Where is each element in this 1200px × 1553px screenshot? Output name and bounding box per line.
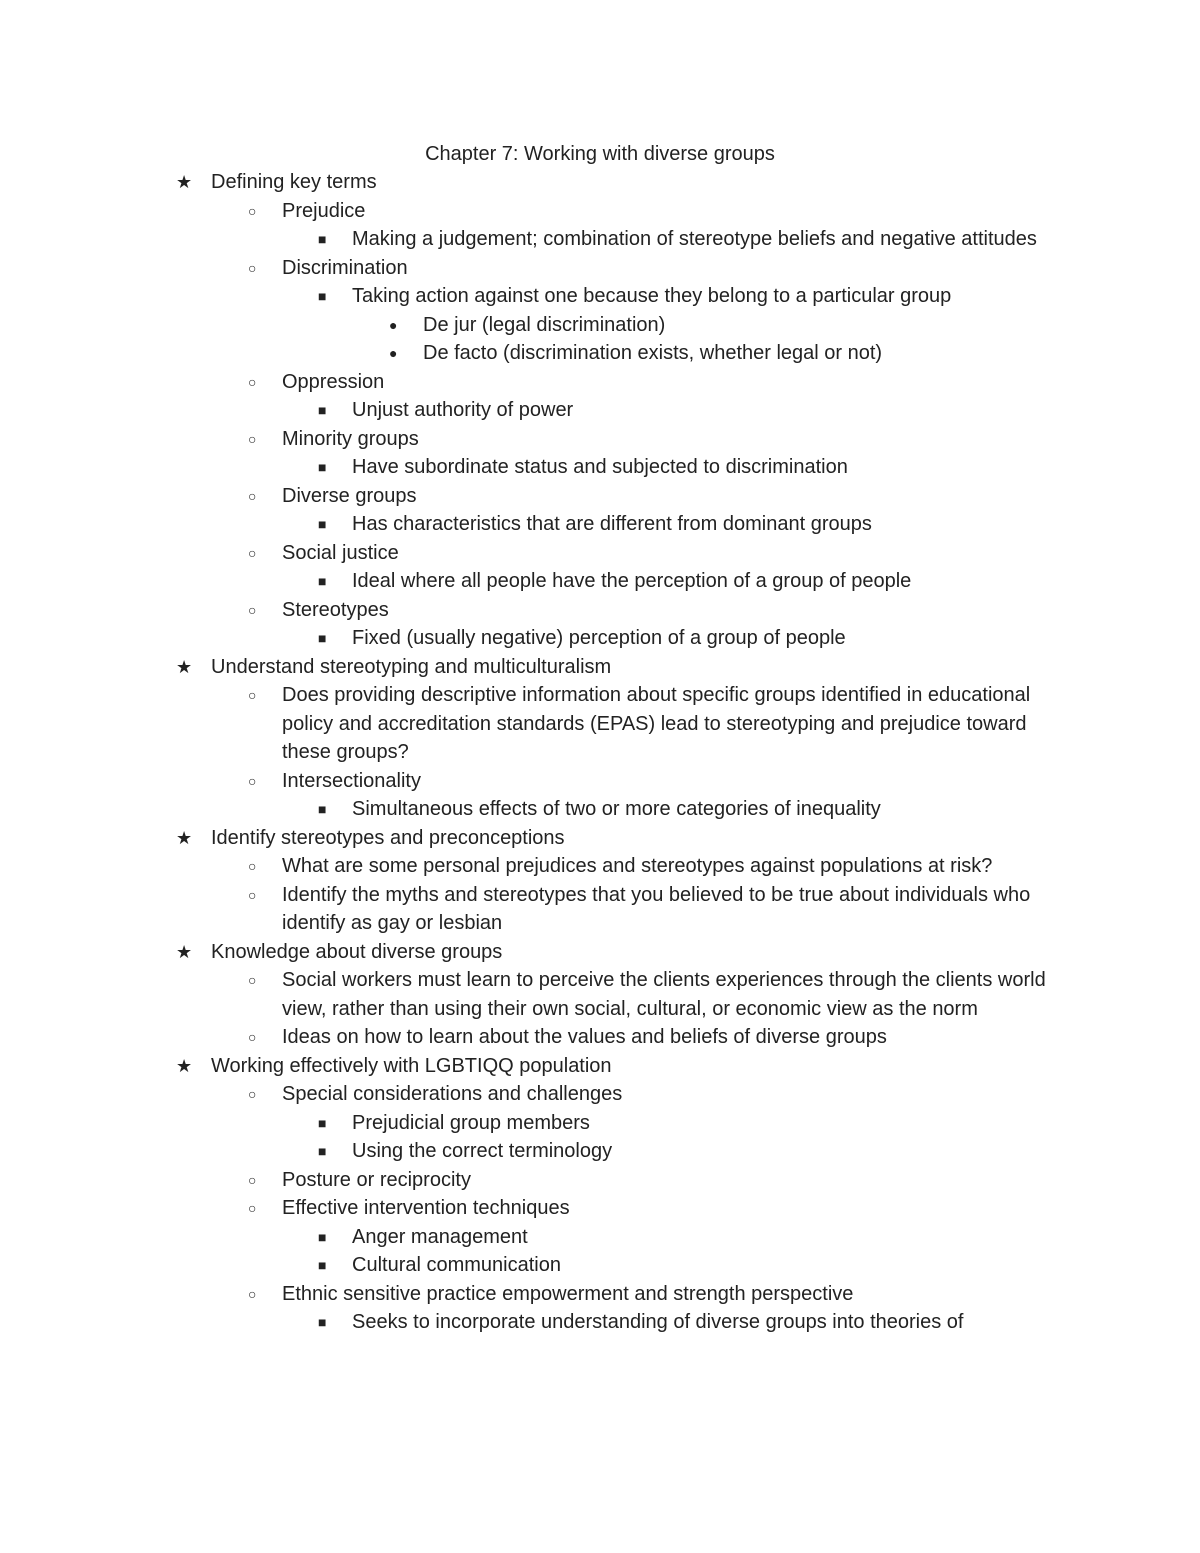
notes-outline [0,168,1200,1337]
outline-item-text: Does providing descriptive information about specific groups identified in educational policy and accreditation standards (EPAS) lead to stereotyping and prejudice toward these groups? [282,684,1031,763]
outline-item-level-3 [0,1223,1060,1252]
outline-item-text: Unjust authority of power [352,399,574,421]
square-bullet-icon: ■ [318,1143,327,1159]
outline-item-level-3 [0,1137,1060,1166]
outline-item-text: Social justice [282,541,399,564]
outline-item-text: Using the correct terminology [352,1140,613,1162]
filled-circle-bullet-icon: ● [389,316,398,333]
outline-item-level-2 [0,596,1060,625]
square-bullet-icon: ■ [318,288,327,304]
outline-item-text: Oppression [282,370,385,393]
outline-item-level-2 [0,1080,1060,1109]
outline-item-level-1 [0,168,1060,197]
hollow-circle-bullet-icon: ○ [248,487,257,504]
outline-item-text: Prejudice [282,199,366,222]
outline-item-text: Posture or reciprocity [282,1168,471,1191]
outline-item-level-1 [0,1052,1060,1081]
hollow-circle-bullet-icon: ○ [248,858,257,874]
hollow-circle-bullet-icon: ○ [248,430,257,447]
outline-item-text: Stereotypes [282,598,389,621]
hollow-circle-bullet-icon: ○ [248,1086,257,1102]
outline-item-text: De jur (legal discrimination) [423,313,666,336]
hollow-circle-bullet-icon: ○ [248,687,257,703]
outline-item-text: Working effectively with LGBTIQQ population [211,1054,612,1077]
outline-item-level-2 [0,1280,1060,1309]
star-bullet-icon: ★ [176,172,193,192]
outline-item-level-2 [0,425,1060,454]
outline-item-text: Cultural communication [352,1254,561,1276]
outline-item-level-3 [0,453,1060,482]
outline-item-text: Diverse groups [282,484,417,507]
outline-item-text: What are some personal prejudices and stereotypes against populations at risk? [282,855,993,877]
outline-item-level-2 [0,767,1060,796]
outline-item-level-2 [0,852,1060,881]
outline-item-level-3 [0,624,1060,653]
outline-item-level-2 [0,1166,1060,1195]
hollow-circle-bullet-icon: ○ [248,1029,257,1045]
hollow-circle-bullet-icon: ○ [248,601,257,618]
star-bullet-icon: ★ [176,827,193,848]
square-bullet-icon: ■ [318,402,327,418]
outline-item-level-3 [0,225,1060,254]
outline-item-level-4 [0,339,1060,368]
outline-item-text: Ideal where all people have the perception of a group of people [352,570,912,592]
hollow-circle-bullet-icon: ○ [248,1200,257,1216]
outline-item-text: Prejudicial group members [352,1111,590,1134]
square-bullet-icon: ■ [318,801,327,817]
outline-item-text: Social workers must learn to perceive the clients experiences through the clients world view, rather than using their own social, cultural, or economic view as the norm [282,969,1046,1020]
outline-item-level-2 [0,254,1060,283]
outline-item-text: Effective intervention techniques [282,1197,570,1219]
outline-item-text: Intersectionality [282,769,421,792]
outline-item-level-3 [0,282,1060,311]
outline-item-text: Simultaneous effects of two or more categories of inequality [352,798,881,820]
square-bullet-icon: ■ [318,1114,327,1131]
outline-item-level-2 [0,197,1060,226]
outline-item-level-3 [0,396,1060,425]
star-bullet-icon: ★ [176,941,193,962]
hollow-circle-bullet-icon: ○ [248,1171,257,1188]
outline-item-text: Ideas on how to learn about the values and beliefs of diverse groups [282,1026,887,1048]
outline-item-level-2 [0,1023,1060,1052]
outline-item-level-4 [0,311,1060,340]
outline-item-text: Fixed (usually negative) perception of a group of people [352,627,846,649]
outline-item-text: Identify the myths and stereotypes that you believed to be true about individuals who identify as gay or lesbian [282,883,1031,934]
outline-item-level-3 [0,510,1060,539]
hollow-circle-bullet-icon: ○ [248,772,257,789]
outline-item-level-1 [0,653,1060,682]
outline-item-text: Knowledge about diverse groups [211,940,503,963]
outline-item-text: Defining key terms [211,171,377,193]
outline-item-level-2 [0,881,1060,938]
outline-item-text: Taking action against one because they belong to a particular group [352,285,952,307]
square-bullet-icon: ■ [318,573,327,589]
hollow-circle-bullet-icon: ○ [248,544,257,561]
square-bullet-icon: ■ [318,1314,327,1330]
filled-circle-bullet-icon: ● [389,345,398,361]
outline-item-level-2 [0,966,1060,1023]
outline-item-level-2 [0,539,1060,568]
star-bullet-icon: ★ [176,656,193,677]
outline-item-level-3 [0,1251,1060,1280]
outline-item-level-3 [0,567,1060,596]
outline-item-level-2 [0,368,1060,397]
hollow-circle-bullet-icon: ○ [248,259,257,276]
star-bullet-icon: ★ [176,1055,193,1076]
square-bullet-icon: ■ [318,630,327,646]
square-bullet-icon: ■ [318,1228,327,1245]
outline-item-text: Anger management [352,1225,528,1248]
outline-item-text: Special considerations and challenges [282,1083,623,1105]
outline-item-level-2 [0,1194,1060,1223]
outline-item-level-3 [0,795,1060,824]
outline-item-level-1 [0,824,1060,853]
square-bullet-icon: ■ [318,516,327,532]
document-title: Chapter 7: Working with diverse groups [425,143,775,165]
outline-item-text: Making a judgement; combination of stereotype beliefs and negative attitudes [352,228,1037,250]
square-bullet-icon: ■ [318,459,327,475]
hollow-circle-bullet-icon: ○ [248,202,257,219]
hollow-circle-bullet-icon: ○ [248,373,257,390]
square-bullet-icon: ■ [318,231,327,247]
outline-item-text: Seeks to incorporate understanding of diverse groups into theories of [352,1311,964,1333]
outline-item-text: Understand stereotyping and multiculturalism [211,655,612,678]
outline-item-text: De facto (discrimination exists, whether legal or not) [423,342,883,364]
outline-item-level-1 [0,938,1060,967]
outline-item-level-2 [0,482,1060,511]
hollow-circle-bullet-icon: ○ [248,972,257,988]
square-bullet-icon: ■ [318,1257,327,1273]
hollow-circle-bullet-icon: ○ [248,886,257,903]
outline-item-text: Have subordinate status and subjected to discrimination [352,456,848,478]
outline-item-level-3 [0,1308,1060,1337]
outline-item-level-3 [0,1109,1060,1138]
outline-item-level-2 [0,681,1060,767]
outline-item-text: Has characteristics that are different from dominant groups [352,513,872,535]
outline-item-text: Identify stereotypes and preconceptions [211,826,565,849]
outline-item-text: Ethnic sensitive practice empowerment and strength perspective [282,1282,854,1305]
outline-item-text: Discrimination [282,256,408,279]
outline-item-text: Minority groups [282,427,419,450]
hollow-circle-bullet-icon: ○ [248,1285,257,1302]
